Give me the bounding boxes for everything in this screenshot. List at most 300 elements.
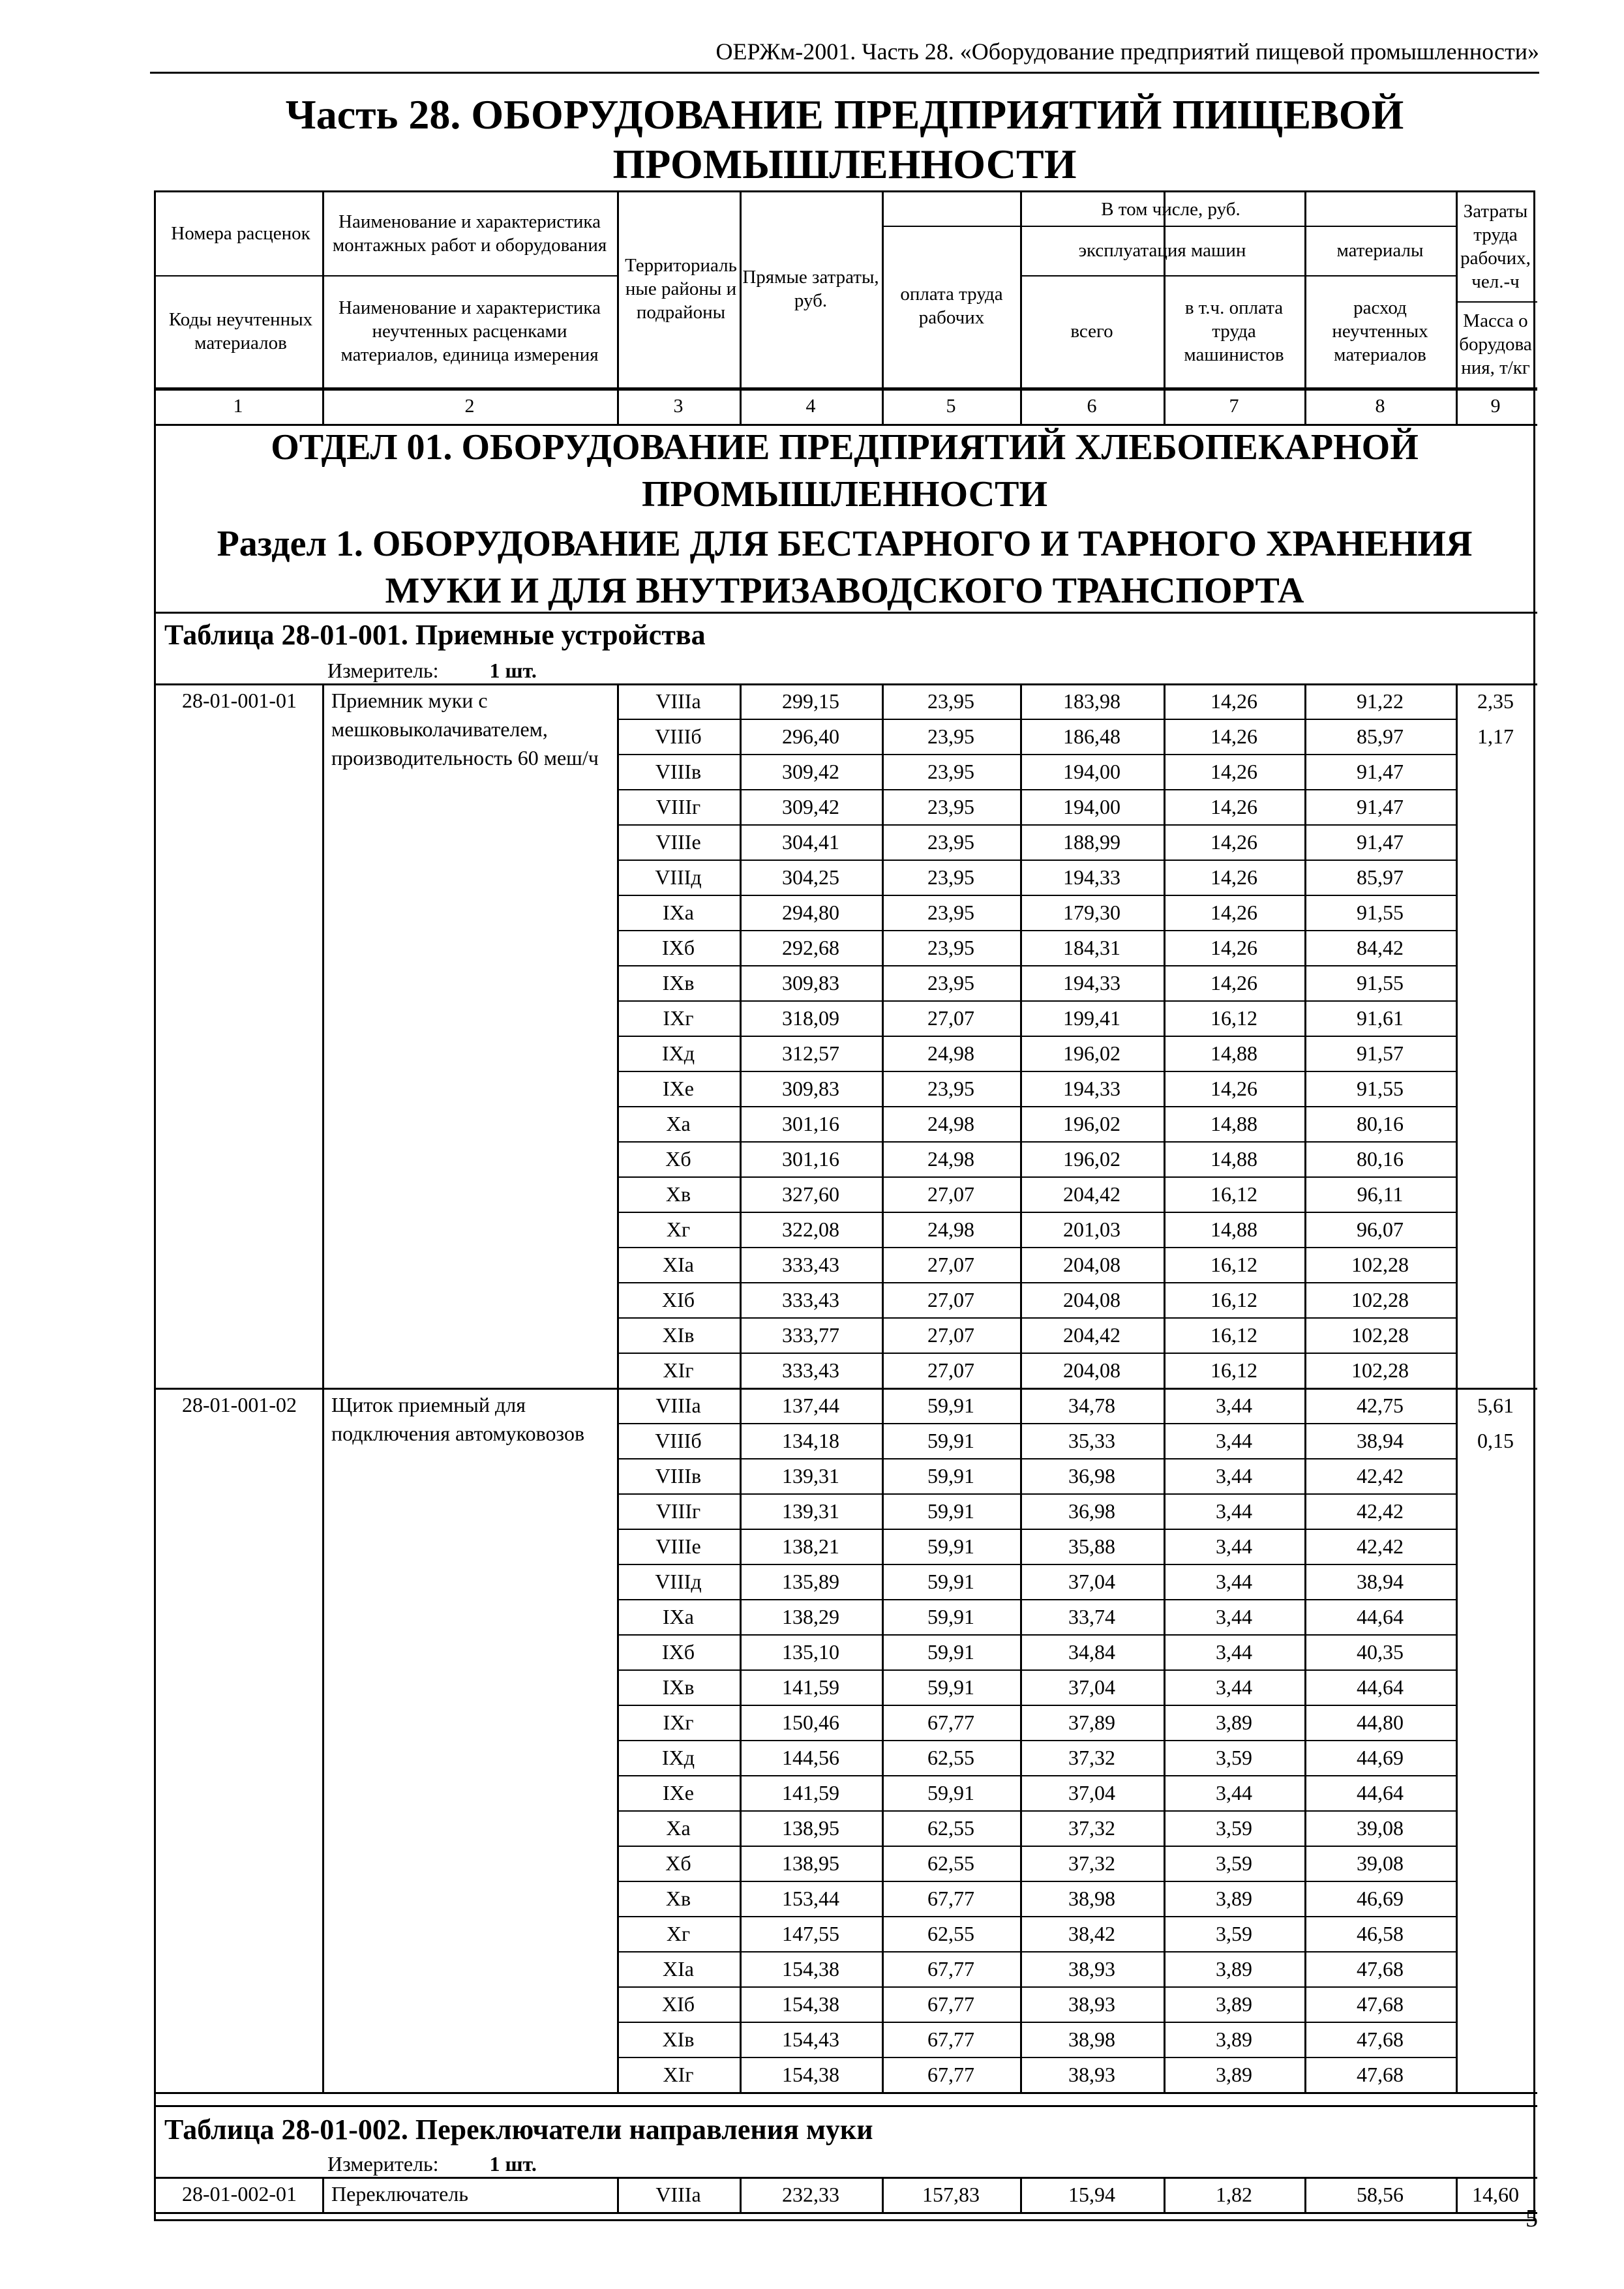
labor-pay-cell: 23,95 [927,1076,974,1100]
labor-pay-cell: 24,98 [927,1217,974,1241]
direct-cost-cell: 147,55 [782,1921,839,1945]
labor-pay-cell: 59,91 [927,1393,974,1417]
materials-cell: 80,16 [1357,1146,1404,1171]
labor-pay-cell: 23,95 [927,794,974,818]
machines-pay-cell: 16,12 [1210,1323,1257,1347]
grid-hline [154,275,619,277]
equipment-mass: 0,15 [1477,1428,1514,1452]
labor-pay-cell: 27,07 [927,1358,974,1382]
labor-pay-cell: 24,98 [927,1146,974,1171]
direct-cost-cell: 153,44 [782,1886,839,1910]
machines-total-cell: 34,84 [1068,1639,1115,1664]
machines-total-cell: 37,32 [1068,1851,1115,1875]
grid-hline [154,2212,1537,2214]
machines-total-cell: 204,42 [1063,1323,1120,1347]
labor-pay-cell: 59,91 [927,1604,974,1628]
table2-meter-value: 1 шт. [489,2152,537,2176]
territory-cell: IXг [663,1006,694,1030]
materials-cell: 39,08 [1357,1816,1404,1840]
territory-cell: IXб [661,1639,695,1664]
machines-total-cell: 204,08 [1063,1358,1120,1382]
labor-pay-cell: 23,95 [927,865,974,889]
territory-cell: IXа [663,900,694,924]
territory-cell: VIIIе [655,830,701,854]
machines-total-cell: 34,78 [1068,1393,1115,1417]
labor-pay-cell: 62,55 [927,1851,974,1875]
machines-total-cell: 38,42 [1068,1921,1115,1945]
materials-cell: 96,07 [1357,1217,1404,1241]
grid-hline [1456,301,1537,303]
table1-meter [327,659,537,683]
labor-pay-cell: 62,55 [927,1816,974,1840]
materials-cell: 91,55 [1357,970,1404,995]
territory-cell: IXг [663,1710,694,1734]
machines-pay-cell: 3,44 [1216,1428,1252,1452]
machines-total-cell: 196,02 [1063,1146,1120,1171]
machines-total-cell: 15,94 [1068,2182,1115,2206]
machines-pay-cell: 14,88 [1210,1111,1257,1135]
labor-pay-cell: 23,95 [927,724,974,748]
territory-cell: VIIIг [655,794,701,818]
materials-cell: 84,42 [1357,935,1404,959]
machines-total-cell: 37,04 [1068,1569,1115,1593]
labor-pay-cell: 67,77 [927,2062,974,2086]
machines-pay-cell: 3,44 [1216,1534,1252,1558]
column-number: 5 [946,395,956,417]
grid-vline [322,683,324,1390]
labor-pay-cell: 59,91 [927,1534,974,1558]
machines-total-cell: 199,41 [1063,1006,1120,1030]
header-materials-sub: расход неучтенных материалов [1332,297,1428,365]
machines-pay-cell: 3,44 [1216,1780,1252,1804]
territory-cell: VIIIв [655,1463,702,1488]
territory-cell: VIIIд [655,865,702,889]
labor-pay-cell: 24,98 [927,1111,974,1135]
machines-pay-cell: 14,26 [1210,689,1257,713]
labor-pay-cell: 27,07 [927,1323,974,1347]
machines-pay-cell: 14,26 [1210,724,1257,748]
machines-pay-cell: 16,12 [1210,1252,1257,1276]
territory-cell: Xв [665,1886,691,1910]
table1-title: Таблица 28-01-001. Приемные устройства [164,619,706,651]
labor-pay-cell: 62,55 [927,1745,974,1769]
table2-meter [327,2152,537,2176]
rate-code: 28-01-002-01 [182,2182,297,2206]
territory-cell: IXб [661,935,695,959]
header-mass: Масса оборудования, т/кг [1459,310,1532,378]
territory-cell: IXе [663,1076,694,1100]
territory-cell: VIIIб [655,1428,702,1452]
direct-cost-cell: 137,44 [782,1393,839,1417]
territory-cell: IXд [661,1041,695,1065]
header-labor-cost: Затраты труда рабочих, чел.-ч [1460,201,1531,292]
territory-cell: IXе [663,1780,694,1804]
labor-pay-cell: 59,91 [927,1463,974,1488]
territory-cell: VIIIа [655,689,701,713]
work-name: Переключатель [331,2182,468,2206]
materials-cell: 44,69 [1357,1745,1404,1769]
machines-total-cell: 196,02 [1063,1041,1120,1065]
machines-total-cell: 204,42 [1063,1182,1120,1206]
materials-cell: 46,69 [1357,1886,1404,1910]
grid-vline [322,2177,324,2214]
territory-cell: IXв [662,970,695,995]
labor-pay-cell: 24,98 [927,1041,974,1065]
machines-pay-cell: 3,59 [1216,1816,1252,1840]
column-number: 8 [1375,395,1385,417]
column-number: 9 [1490,395,1501,417]
table2-title: Таблица 28-01-002. Переключатели направления муки [164,2114,873,2146]
machines-pay-cell: 16,12 [1210,1182,1257,1206]
work-name: Приемник муки с мешковыколачивателем, производительность 60 меш/ч [331,689,599,770]
direct-cost-cell: 134,18 [782,1428,839,1452]
machines-total-cell: 37,32 [1068,1816,1115,1840]
labor-pay-cell: 27,07 [927,1182,974,1206]
machines-pay-cell: 3,89 [1216,1886,1252,1910]
header-including: В том числе, руб. [1101,199,1241,220]
labor-pay-cell: 59,91 [927,1780,974,1804]
materials-cell: 91,57 [1357,1041,1404,1065]
machines-total-cell: 38,93 [1068,1956,1115,1981]
materials-cell: 91,47 [1357,794,1404,818]
materials-cell: 39,08 [1357,1851,1404,1875]
direct-cost-cell: 292,68 [782,935,839,959]
department-line2: ПРОМЫШЛЕННОСТИ [641,474,1048,515]
machines-total-cell: 38,93 [1068,2062,1115,2086]
header-materials: материалы [1336,240,1424,261]
materials-cell: 102,28 [1351,1358,1409,1382]
machines-total-cell: 196,02 [1063,1111,1120,1135]
labor-pay-cell: 67,77 [927,1992,974,2016]
direct-cost-cell: 138,95 [782,1816,839,1840]
header-rule [150,72,1539,74]
direct-cost-cell: 299,15 [782,689,839,713]
machines-pay-cell: 3,44 [1216,1639,1252,1664]
column-number: 1 [233,395,243,417]
direct-cost-cell: 304,41 [782,830,839,854]
territory-cell: Xг [666,1921,691,1945]
machines-pay-cell: 14,26 [1210,970,1257,995]
materials-cell: 91,55 [1357,1076,1404,1100]
direct-cost-cell: 301,16 [782,1111,839,1135]
labor-pay-cell: 23,95 [927,970,974,995]
materials-cell: 46,58 [1357,1921,1404,1945]
machines-total-cell: 194,00 [1063,794,1120,818]
direct-cost-cell: 296,40 [782,724,839,748]
materials-cell: 102,28 [1351,1252,1409,1276]
territory-cell: Xв [665,1182,691,1206]
direct-cost-cell: 301,16 [782,1146,839,1171]
direct-cost-cell: 154,43 [782,2027,839,2051]
territory-cell: IXд [661,1745,695,1769]
grid-hline [154,2092,1537,2094]
direct-cost-cell: 139,31 [782,1499,839,1523]
machines-pay-cell: 14,88 [1210,1217,1257,1241]
materials-cell: 91,47 [1357,830,1404,854]
machines-total-cell: 38,93 [1068,1992,1115,2016]
direct-cost-cell: 154,38 [782,1992,839,2016]
column-number: 2 [464,395,475,417]
rate-code: 28-01-001-02 [182,1393,297,1416]
labor-pay-cell: 23,95 [927,830,974,854]
machines-total-cell: 35,88 [1068,1534,1115,1558]
territory-cell: VIIIе [655,1534,701,1558]
territory-cell: VIIIб [655,724,702,748]
labor-pay-cell: 27,07 [927,1006,974,1030]
direct-cost-cell: 318,09 [782,1006,839,1030]
materials-cell: 58,56 [1357,2182,1404,2206]
column-number: 7 [1229,395,1239,417]
territory-cell: VIIIа [655,1393,701,1417]
machines-total-cell: 186,48 [1063,724,1120,748]
direct-cost-cell: 294,80 [782,900,839,924]
machines-pay-cell: 14,26 [1210,794,1257,818]
territory-cell: XIв [662,1323,695,1347]
direct-cost-cell: 141,59 [782,1675,839,1699]
column-number: 3 [673,395,684,417]
territory-cell: XIг [663,1358,694,1382]
direct-cost-cell: 309,83 [782,970,839,995]
territory-cell: XIб [661,1992,695,2016]
labor-pay-cell: 59,91 [927,1499,974,1523]
direct-cost-cell: 309,42 [782,759,839,783]
labor-pay-cell: 157,83 [922,2182,980,2206]
territory-cell: XIв [662,2027,695,2051]
machines-pay-cell: 14,26 [1210,830,1257,854]
labor-pay-cell: 67,77 [927,1710,974,1734]
materials-cell: 102,28 [1351,1323,1409,1347]
machines-pay-cell: 3,44 [1216,1569,1252,1593]
machines-pay-cell: 3,44 [1216,1393,1252,1417]
territory-cell: VIIIд [655,1569,702,1593]
machines-pay-cell: 3,59 [1216,1921,1252,1945]
materials-cell: 47,68 [1357,1992,1404,2016]
machines-total-cell: 204,08 [1063,1287,1120,1311]
territory-cell: XIа [663,1956,694,1981]
machines-total-cell: 188,99 [1063,830,1120,854]
equipment-mass: 1,17 [1477,724,1514,748]
materials-cell: 91,47 [1357,759,1404,783]
table1-meter-value: 1 шт. [489,659,537,682]
labor-cost: 2,35 [1477,689,1514,713]
machines-pay-cell: 3,89 [1216,1956,1252,1981]
machines-total-cell: 194,33 [1063,970,1120,995]
materials-cell: 38,94 [1357,1428,1404,1452]
labor-pay-cell: 59,91 [927,1569,974,1593]
machines-total-cell: 36,98 [1068,1463,1115,1488]
labor-pay-cell: 67,77 [927,2027,974,2051]
department-line1: ОТДЕЛ 01. ОБОРУДОВАНИЕ ПРЕДПРИЯТИЙ ХЛЕБОПЕКАРНОЙ [271,427,1419,468]
machines-pay-cell: 14,26 [1210,1076,1257,1100]
header-machines-pay: в т.ч. оплата труда машинистов [1184,297,1284,365]
materials-cell: 44,64 [1357,1780,1404,1804]
machines-pay-cell: 3,89 [1216,1992,1252,2016]
machines-total-cell: 204,08 [1063,1252,1120,1276]
table1-meter-label: Измеритель: [327,659,439,682]
materials-cell: 85,97 [1357,865,1404,889]
machines-pay-cell: 16,12 [1210,1006,1257,1030]
machines-total-cell: 184,31 [1063,935,1120,959]
header-name-top: Наименование и характеристика монтажных работ и оборудования [332,211,607,256]
territory-cell: VIIIа [655,2182,701,2206]
column-number: 6 [1087,395,1097,417]
direct-cost-cell: 333,77 [782,1323,839,1347]
labor-pay-cell: 62,55 [927,1921,974,1945]
territory-cell: XIб [661,1287,695,1311]
header-codes-top: Номера расценок [171,223,310,244]
territory-cell: XIа [663,1252,694,1276]
labor-pay-cell: 59,91 [927,1428,974,1452]
header-direct: Прямые затраты, руб. [742,267,879,311]
territory-cell: Xб [665,1146,691,1171]
section-line2: МУКИ И ДЛЯ ВНУТРИЗАВОДСКОГО ТРАНСПОРТА [385,571,1304,611]
materials-cell: 42,42 [1357,1463,1404,1488]
direct-cost-cell: 139,31 [782,1463,839,1488]
materials-cell: 80,16 [1357,1111,1404,1135]
territory-cell: Xа [666,1111,691,1135]
materials-cell: 44,64 [1357,1604,1404,1628]
machines-pay-cell: 3,59 [1216,1851,1252,1875]
direct-cost-cell: 333,43 [782,1287,839,1311]
materials-cell: 38,94 [1357,1569,1404,1593]
machines-pay-cell: 3,89 [1216,2027,1252,2051]
materials-cell: 96,11 [1357,1182,1404,1206]
labor-pay-cell: 23,95 [927,935,974,959]
machines-total-cell: 38,98 [1068,2027,1115,2051]
machines-pay-cell: 1,82 [1216,2182,1252,2206]
machines-pay-cell: 3,89 [1216,2062,1252,2086]
materials-cell: 42,75 [1357,1393,1404,1417]
grid-hline [154,2105,1537,2107]
materials-cell: 42,42 [1357,1499,1404,1523]
machines-pay-cell: 14,26 [1210,900,1257,924]
column-number: 4 [805,395,816,417]
table2-meter-label: Измеритель: [327,2152,439,2176]
header-labor-pay: оплата труда рабочих [900,284,1003,328]
labor-pay-cell: 67,77 [927,1886,974,1910]
machines-total-cell: 37,89 [1068,1710,1115,1734]
territory-cell: XIг [663,2062,694,2086]
header-machines: эксплуатация машин [1078,240,1246,261]
materials-cell: 85,97 [1357,724,1404,748]
part-title-line2: ПРОМЫШЛЕННОСТИ [612,141,1077,187]
grid-vline [322,1388,324,2094]
machines-pay-cell: 14,88 [1210,1146,1257,1171]
materials-cell: 47,68 [1357,2027,1404,2051]
territory-cell: IXа [663,1604,694,1628]
machines-pay-cell: 3,44 [1216,1604,1252,1628]
direct-cost-cell: 144,56 [782,1745,839,1769]
machines-total-cell: 194,33 [1063,1076,1120,1100]
machines-pay-cell: 3,89 [1216,1710,1252,1734]
materials-cell: 44,64 [1357,1675,1404,1699]
materials-cell: 91,22 [1357,689,1404,713]
header-name-bottom: Наименование и характеристика неучтенных расценками материалов, единица измерения [338,297,601,365]
direct-cost-cell: 138,21 [782,1534,839,1558]
machines-pay-cell: 3,44 [1216,1463,1252,1488]
direct-cost-cell: 138,95 [782,1851,839,1875]
machines-total-cell: 37,04 [1068,1675,1115,1699]
machines-total-cell: 183,98 [1063,689,1120,713]
section-title [154,520,1535,614]
machines-total-cell: 179,30 [1063,900,1120,924]
direct-cost-cell: 309,42 [782,794,839,818]
machines-pay-cell: 3,59 [1216,1745,1252,1769]
running-header: ОЕРЖм-2001. Часть 28. «Оборудование предприятий пищевой промышленности» [715,38,1539,65]
territory-cell: VIIIг [655,1499,701,1523]
labor-pay-cell: 59,91 [927,1639,974,1664]
materials-cell: 47,68 [1357,1956,1404,1981]
direct-cost-cell: 141,59 [782,1780,839,1804]
labor-pay-cell: 27,07 [927,1252,974,1276]
header-codes-bottom: Коды неучтенных материалов [168,309,313,353]
part-title-line1: Часть 28. ОБОРУДОВАНИЕ ПРЕДПРИЯТИЙ ПИЩЕВОЙ [285,91,1404,138]
materials-cell: 40,35 [1357,1639,1404,1664]
materials-cell: 102,28 [1351,1287,1409,1311]
territory-cell: Xг [666,1217,691,1241]
machines-pay-cell: 14,26 [1210,935,1257,959]
territory-cell: Xб [665,1851,691,1875]
territory-cell: VIIIв [655,759,702,783]
direct-cost-cell: 154,38 [782,1956,839,1981]
page-number: 5 [1526,2205,1538,2232]
labor-pay-cell: 67,77 [927,1956,974,1981]
direct-cost-cell: 333,43 [782,1358,839,1382]
direct-cost-cell: 309,83 [782,1076,839,1100]
machines-total-cell: 37,04 [1068,1780,1115,1804]
direct-cost-cell: 333,43 [782,1252,839,1276]
labor-pay-cell: 23,95 [927,759,974,783]
machines-total-cell: 33,74 [1068,1604,1115,1628]
header-territory: Территориальные районы и подрайоны [625,255,737,323]
direct-cost-cell: 135,89 [782,1569,839,1593]
materials-cell: 44,80 [1357,1710,1404,1734]
direct-cost-cell: 322,08 [782,1217,839,1241]
materials-cell: 91,55 [1357,900,1404,924]
machines-pay-cell: 3,44 [1216,1675,1252,1699]
machines-total-cell: 38,98 [1068,1886,1115,1910]
labor-cost: 14,60 [1472,2182,1519,2206]
work-name: Щиток приемный для подключения автомуковозов [331,1393,585,1445]
labor-cost: 5,61 [1477,1393,1514,1417]
direct-cost-cell: 150,46 [782,1710,839,1734]
territory-cell: IXв [662,1675,695,1699]
labor-pay-cell: 27,07 [927,1287,974,1311]
machines-pay-cell: 14,26 [1210,865,1257,889]
labor-pay-cell: 23,95 [927,689,974,713]
materials-cell: 42,42 [1357,1534,1404,1558]
machines-pay-cell: 14,26 [1210,759,1257,783]
direct-cost-cell: 154,38 [782,2062,839,2086]
direct-cost-cell: 138,29 [782,1604,839,1628]
territory-cell: Xа [666,1816,691,1840]
machines-total-cell: 35,33 [1068,1428,1115,1452]
machines-pay-cell: 16,12 [1210,1287,1257,1311]
direct-cost-cell: 304,25 [782,865,839,889]
department-title [154,424,1535,518]
section-line1: Раздел 1. ОБОРУДОВАНИЕ ДЛЯ БЕСТАРНОГО И ТАРНОГО ХРАНЕНИЯ [217,524,1473,564]
direct-cost-cell: 327,60 [782,1182,839,1206]
machines-pay-cell: 14,88 [1210,1041,1257,1065]
direct-cost-cell: 232,33 [782,2182,839,2206]
machines-total-cell: 194,33 [1063,865,1120,889]
machines-total-cell: 201,03 [1063,1217,1120,1241]
machines-pay-cell: 16,12 [1210,1358,1257,1382]
materials-cell: 91,61 [1357,1006,1404,1030]
direct-cost-cell: 135,10 [782,1639,839,1664]
direct-cost-cell: 312,57 [782,1041,839,1065]
rate-code: 28-01-001-01 [182,689,297,712]
